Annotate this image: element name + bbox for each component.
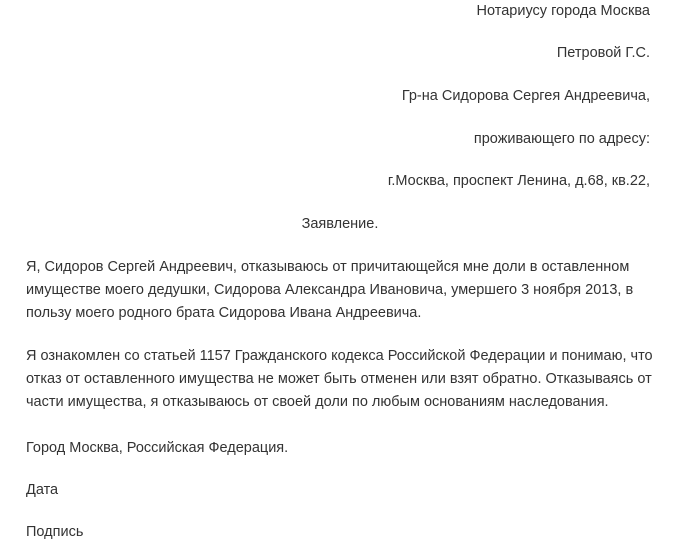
paragraph-line: отказ от оставленного имущества не может быть отменен или взят обратно. Отказываясь от	[26, 371, 652, 387]
paragraph-line: пользу моего родного брата Сидорова Ивана Андреевича.	[26, 305, 422, 321]
paragraph-acknowledgement	[26, 345, 656, 414]
applicant-name: Гр-на Сидорова Сергея Андреевича,	[401, 88, 650, 104]
applicant-address-label: проживающего по адресу:	[473, 131, 650, 147]
date-label: Дата	[26, 482, 59, 498]
signature-label: Подпись	[26, 524, 84, 540]
paragraph-line: части имущества, я отказываюсь от своей доли по любым основаниям наследования.	[26, 394, 609, 410]
paragraph-line: Я ознакомлен со статьей 1157 Гражданского кодекса Российской Федерации и понимаю, что	[26, 348, 653, 364]
addressee-notary: Нотариусу города Москва	[476, 3, 650, 19]
paragraph-renunciation	[26, 256, 656, 325]
addressee-name: Петровой Г.С.	[556, 45, 650, 61]
paragraph-line: имуществе моего дедушки, Сидорова Александра Ивановича, умершего 3 ноября 2013, в	[26, 282, 634, 298]
applicant-address: г.Москва, проспект Ленина, д.68, кв.22,	[387, 173, 650, 189]
place-line: Город Москва, Российская Федерация.	[26, 440, 289, 456]
document-title: Заявление.	[301, 216, 379, 232]
paragraph-line: Я, Сидоров Сергей Андреевич, отказываюсь от причитающейся мне доли в оставленном	[26, 259, 630, 275]
